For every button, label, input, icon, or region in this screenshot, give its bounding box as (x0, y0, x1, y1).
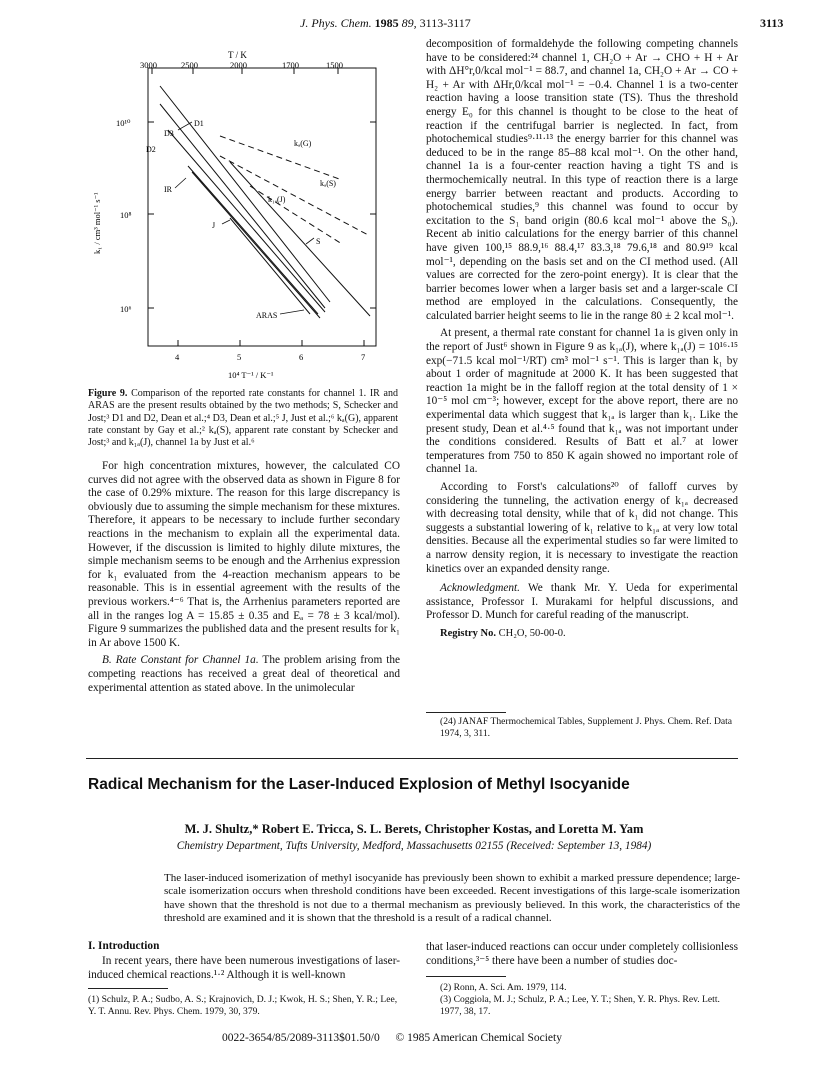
right-column (426, 38, 738, 645)
label-s: S (316, 237, 321, 246)
caption-label: Figure 9. (88, 388, 128, 399)
footnote-3: (3) Coggiola, M. J.; Schulz, P. A.; Lee, Y. T.; Shen, Y. R. Phys. Rev. Lett. 1977, 38, 17. (440, 994, 720, 1017)
acknowledgment (426, 582, 738, 623)
curve-ka-g (220, 136, 342, 180)
footnote-rule-left (88, 988, 168, 989)
top-axis-label: T / K (228, 50, 247, 60)
right-paragraph-1: decomposition of formaldehyde the following competing channels have to be considered:²⁴ channel 1, CH₂O + Ar → CHO + H + Ar with ΔH°r,0/kcal mol⁻¹ = 88.7, and channel 1a, CH₂O + Ar → CO + H₂ + Ar with ΔHr,0/kcal mol⁻¹ = −0.4. Channel 1 is a two-center reaction having a loose transition state (TS). Thus the threshold energy E₀ for this channel is thought to be close to the heat of reaction if the centrifugal barrier is neglected. In fact, from photochemical studies⁹·¹¹·¹³ the energy barrier for this channel was deduced to be in the range 85–88 kcal mol⁻¹. On the other hand, channel 1a is a four-center reaction having a tight TS and is thermochemically neutral. In this type of reaction there is a large energy barrier between reactant and products. According to photochemical studies,⁹ this channel was found to occur by excitation to the S₁ band origin (80.6 kcal mol⁻¹ above the S₀). Recent ab initio calculations for the energy barrier of this channel have given 100,¹⁵ 88.9,¹⁶ 88.4,¹⁷ 83.3,¹⁸ 79.6,¹⁸ and 80.9¹⁹ kcal mol⁻¹, depending on the basis set and on the CI method used. (All values are corrected for the zero-point energy). It is clear that the barrier becomes lower when a larger basis set and a larger-scale CI method are employed in the calculations. Consequently, the calculated barrier height seems to lie in the range 80 ± 2 kcal mol⁻¹. (426, 38, 738, 322)
footnote-rule-right (426, 976, 506, 977)
article-title: Radical Mechanism for the Laser-Induced Explosion of Methyl Isocyanide (88, 776, 630, 793)
article-separator (86, 758, 738, 759)
curve-ka-s (220, 156, 370, 236)
x-axis-label: 10⁴ T⁻¹ / K⁻¹ (228, 370, 274, 380)
registry-text: CH₂O, 50-00-0. (498, 627, 566, 639)
curve-j (230, 218, 310, 314)
label-aras: ARAS (256, 311, 278, 320)
figure-9 (80, 46, 390, 382)
registry-line (426, 627, 738, 641)
caption-text: Comparison of the reported rate constants for channel 1. IR and ARAS are the present results obtained by the two methods; S, Schecker and Jost;³ D1 and D2, Dean et al.;⁴ D3, Dean et al.;⁵ J, Just et al.;⁶ kₐ(G), apparent rate constant by Gay et al.;² kₐ(S), apparent rate constant by Schecker and Jost;³ and k₁ₐ(J), channel 1a by Just et al.⁶ (88, 388, 398, 449)
section-b-text: The problem arising from the competing reactions has received a great deal of theoretical and experimental attention as stated above. In the unimolecular (88, 654, 401, 694)
registry-heading: Registry No. (440, 627, 496, 639)
top-tick-2000: 2000 (230, 60, 247, 70)
y-tick-1e10: 10¹⁰ (116, 118, 131, 128)
label-d1: D1 (194, 119, 204, 128)
curve-d3 (160, 104, 325, 308)
acknowledgment-heading: Acknowledgment. (440, 582, 520, 595)
footnote-1: (1) Schulz, P. A.; Sudbo, A. S.; Krajnovich, D. J.; Kwok, H. S.; Shen, Y. R.; Lee, Y. T. Annu. Rev. Phys. Chem. 1979, 30, 379. (88, 994, 398, 1017)
label-d3: D3 (164, 129, 174, 138)
footer-code: 0022-3654/85/2089-3113$01.50/0 (222, 1032, 380, 1044)
right-paragraph-2: At present, a thermal rate constant for channel 1a is given only in the report of Just⁶ shown in Figure 9 as k₁ₐ(J), where k₁ₐ(J) = 10¹⁶·¹⁵ exp(−71.5 kcal mol⁻¹/RT) cm³ mol⁻¹ s⁻¹. This is larger than k₁ by about 1 order of magnitude at 2000 K. It has been suggested that reaction 1a might be in the falloff region at the total density of 1 × 10⁻⁵ mol cm⁻³; however, except for the above report, there are no experimental data which suggest that k₁ₐ is larger than k₁. Like the present study, Dean et al.⁴·⁵ found that k₁ₐ was not important under the conditions considered. Results of Batt et al.⁷ at lower temperatures from 750 to 850 K again showed no important role of channel 1a. (426, 327, 738, 476)
journal-year: 1985 (374, 16, 399, 30)
journal-name: J. Phys. Chem. (300, 16, 372, 30)
article-abstract: The laser-induced isomerization of methyl isocyanide has previously been shown to exhibit a marked pressure dependence; large-scale isomerization occurs when threshold conditions have been exceeded. Recent investigations of this large-scale isomerization have shown that the threshold is not due to a thermal mechanism as previously believed. In this work, the characteristics of the threshold are examined and it is shown that the threshold is a result of a radical channel. (164, 872, 740, 925)
y-tick-1e8: 10⁸ (120, 210, 132, 220)
left-paragraph-1: For high concentration mixtures, however, the calculated CO curves did not agree with the observed data as shown in Figure 8 for the case of 0.29% mixture. The reason for this large discrepancy is obviously due to assuming the simple mechanism for these mixtures. Therefore, it appears to be necessary to include further secondary reactions in the mechanism to explain all the experimental data. However, if the discussion is limited to highly dilute mixtures, the simple mechanism seems to be enough and the Arrhenius expression for k₁ evaluated from the 4-reaction mechanism appears to be reasonable. This is in essential agreement with the results of the previous workers.⁴⁻⁶ That is, the Arrhenius parameters reported are all in the ranges log A = 15.85 ± 0.35 and Eₐ = 78 ± 3 kcal/mol). Figure 9 summarizes the published data and the present results for k₁ in Ar above 1500 K. (88, 460, 400, 649)
curve-aras (192, 172, 320, 318)
y-axis-label: k₁ / cm³ mol⁻¹ s⁻¹ (92, 192, 102, 254)
journal-volume: 89, (401, 16, 417, 30)
article-affiliation: Chemistry Department, Tufts University, Medford, Massachusetts 02155 (Received: September 13, 1984) (176, 840, 652, 852)
footer (222, 1032, 562, 1044)
plot-frame (148, 68, 376, 346)
top-tick-1500: 1500 (326, 60, 343, 70)
x-tick-7: 7 (361, 352, 366, 362)
top-tick-2500: 2500 (181, 60, 198, 70)
curve-d2 (168, 130, 325, 312)
curve-d1 (160, 86, 330, 302)
label-ir: IR (164, 185, 172, 194)
top-tick-1700: 1700 (282, 60, 299, 70)
page-number: 3113 (760, 16, 784, 30)
label-ka-g: kₐ(G) (294, 139, 312, 148)
right-paragraph-3: According to Forst's calculations²⁰ of falloff curves by considering the tunneling, the activation energy of k₁ₐ decreased with decreasing total density, while that of k₁ did not change. This suggests a substantial lowering of k₁ relative to k₁ₐ at very low total densities. Because all the experimental studies so far were limited to a narrow density region, it is necessary to investigate the reaction kinetics over an expanded density range. (426, 481, 738, 575)
x-tick-4: 4 (175, 352, 180, 362)
footer-copyright: © 1985 American Chemical Society (395, 1032, 562, 1044)
page-range: 3113-3117 (419, 16, 471, 30)
footnote-2: (2) Ronn, A. Sci. Am. 1979, 114. (440, 982, 567, 993)
intro-right-text: that laser-induced reactions can occur under completely collisionless conditions,³⁻⁵ there have been a number of studies doc- (426, 941, 738, 967)
left-column (88, 460, 400, 695)
y-tick-1e6: 10⁶ (120, 304, 132, 314)
figure-caption (88, 388, 398, 449)
left-paragraph-2 (88, 654, 400, 695)
section-b-heading: B. Rate Constant for Channel 1a. (102, 654, 259, 667)
acknowledgment-text: We thank Mr. Y. Ueda for experimental assistance, Professor I. Murakami for helpful discussions, and Professor D. Munch for careful reading of the manuscript. (426, 582, 739, 622)
running-header (300, 16, 471, 31)
label-d2: D2 (146, 145, 156, 154)
label-ka-s: kₐ(S) (320, 179, 336, 188)
x-tick-5: 5 (237, 352, 242, 362)
top-tick-3000: 3000 (140, 60, 157, 70)
footnote-rule-top (426, 712, 506, 713)
article-authors: M. J. Shultz,* Robert E. Tricca, S. L. Berets, Christopher Kostas, and Loretta M. Yam (184, 822, 644, 836)
intro-left-text: In recent years, there have been numerous investigations of laser-induced chemical reactions.¹·² Although it is well-known (88, 955, 400, 981)
x-tick-6: 6 (299, 352, 304, 362)
section-heading-introduction: I. Introduction (88, 940, 160, 952)
footnote-24: (24) JANAF Thermochemical Tables, Supplement J. Phys. Chem. Ref. Data 1974, 3, 311. (440, 716, 733, 739)
label-j: J (212, 221, 216, 230)
label-k1a-j: k₁ₐ(J) (268, 195, 286, 204)
